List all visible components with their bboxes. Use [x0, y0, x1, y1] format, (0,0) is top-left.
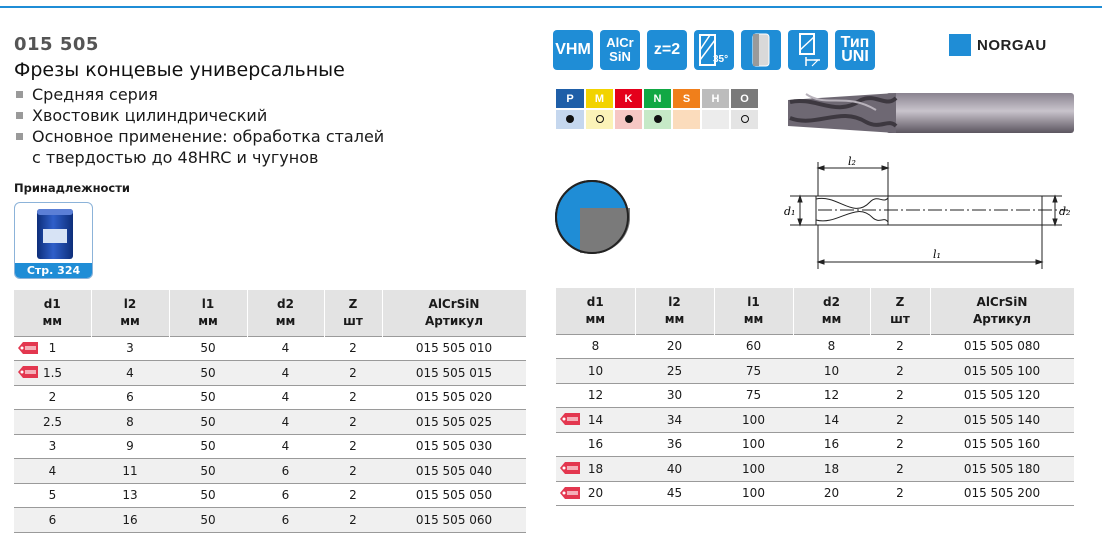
table-cell: 015 505 020	[382, 385, 526, 410]
table-cell: 015 505 140	[930, 408, 1074, 433]
table-cell: 015 505 030	[382, 434, 526, 459]
table-cell: 3	[91, 336, 169, 361]
filled-dot-icon	[566, 115, 574, 123]
table-row	[556, 359, 1074, 384]
table-cell: 015 505 050	[382, 483, 526, 508]
table-cell: 2	[324, 459, 382, 484]
new-item-tag-icon	[17, 365, 39, 379]
table-cell: 2.5	[14, 410, 91, 435]
sizes-table-left	[14, 290, 527, 533]
feature-item: Хвостовик цилиндрический	[14, 105, 384, 126]
material-applicability-k	[614, 109, 643, 129]
table-cell: 34	[635, 408, 714, 433]
table-cell: 1.5	[14, 361, 91, 386]
table-cell: 4	[247, 361, 324, 386]
table-cell: 16	[91, 508, 169, 533]
table-cell: 11	[91, 459, 169, 484]
table-cell: 015 505 060	[382, 508, 526, 533]
column-header: d2 мм	[793, 288, 870, 334]
table-cell: 4	[247, 385, 324, 410]
feature-list	[14, 84, 384, 168]
sizes-table-right	[556, 288, 1075, 506]
table-cell: 2	[324, 508, 382, 533]
table-cell: 4	[247, 434, 324, 459]
l1-label: l₁	[933, 248, 941, 261]
table-cell: 4	[247, 410, 324, 435]
filled-dot-icon	[654, 115, 662, 123]
tool-type-icon: Тип UNI	[835, 30, 875, 70]
table-row	[556, 481, 1074, 506]
table-cell: 2	[324, 361, 382, 386]
table-cell: 20	[793, 481, 870, 506]
table-cell: 75	[714, 383, 793, 408]
helix-angle-icon: 35°	[694, 30, 734, 70]
table-cell: 50	[169, 434, 247, 459]
table-cell: 18	[556, 457, 635, 482]
table-cell: 6	[247, 508, 324, 533]
new-item-tag-icon	[559, 461, 581, 475]
table-cell: 2	[324, 385, 382, 410]
material-applicability-p	[556, 109, 585, 129]
property-icons	[553, 30, 875, 70]
table-cell: 18	[793, 457, 870, 482]
material-vhm-icon: VHM	[553, 30, 593, 70]
column-header: AlCrSiN Артикул	[930, 288, 1074, 334]
empty-dot-icon	[596, 115, 604, 123]
coating-icon: AlCr SiN	[600, 30, 640, 70]
material-applicability-s	[672, 109, 701, 129]
table-cell: 3	[14, 434, 91, 459]
column-header: l1 мм	[714, 288, 793, 334]
table-cell: 4	[247, 336, 324, 361]
table-cell: 4	[14, 459, 91, 484]
table-cell: 2	[324, 336, 382, 361]
table-cell: 6	[247, 459, 324, 484]
new-item-tag-icon	[559, 412, 581, 426]
table-cell: 2	[870, 457, 930, 482]
brand-logo	[949, 34, 1047, 56]
table-cell: 12	[793, 383, 870, 408]
table-cell: 50	[169, 410, 247, 435]
table-cell: 2	[870, 359, 930, 384]
material-applicability-m	[585, 109, 614, 129]
table-cell: 50	[169, 483, 247, 508]
new-item-tag-icon	[559, 486, 581, 500]
column-header: l2 мм	[91, 290, 169, 336]
d1-label: d₁	[784, 205, 796, 218]
table-cell: 14	[793, 408, 870, 433]
feature-item: с твердостью до 48HRC и чугунов	[32, 148, 319, 167]
cylindrical-shank-icon	[741, 30, 781, 70]
column-header: l1 мм	[169, 290, 247, 336]
table-cell: 8	[793, 334, 870, 359]
table-row	[14, 385, 526, 410]
d2-label: d₂	[1059, 205, 1071, 218]
material-applicability-n	[643, 109, 672, 129]
table-row	[14, 459, 526, 484]
material-group-o: O	[730, 89, 759, 109]
table-cell: 2	[870, 481, 930, 506]
table-row	[14, 434, 526, 459]
new-item-tag-icon	[17, 341, 39, 355]
table-row	[556, 457, 1074, 482]
cross-section-icon	[552, 180, 632, 260]
table-cell: 40	[635, 457, 714, 482]
center-cutting-icon	[788, 30, 828, 70]
table-cell: 50	[169, 508, 247, 533]
column-header: d2 мм	[247, 290, 324, 336]
brand-square-icon	[949, 34, 971, 56]
table-cell: 1	[14, 336, 91, 361]
material-applicability-h	[701, 109, 730, 129]
table-cell: 5	[14, 483, 91, 508]
end-mill-photo	[786, 88, 1076, 138]
column-header: d1 мм	[14, 290, 91, 336]
table-cell: 2	[14, 385, 91, 410]
table-cell: 8	[556, 334, 635, 359]
table-cell: 10	[793, 359, 870, 384]
table-cell: 50	[169, 336, 247, 361]
table-row	[14, 508, 526, 533]
table-cell: 6	[247, 483, 324, 508]
table-cell: 015 505 025	[382, 410, 526, 435]
table-cell: 2	[324, 410, 382, 435]
table-cell: 2	[870, 383, 930, 408]
product-code: 015 505	[14, 34, 99, 55]
technical-drawing	[778, 154, 1078, 279]
table-cell: 10	[556, 359, 635, 384]
column-header: AlCrSiN Артикул	[382, 290, 526, 336]
column-header: Z шт	[324, 290, 382, 336]
brand-name: NORGAU	[977, 36, 1047, 54]
table-cell: 16	[556, 432, 635, 457]
table-row	[556, 383, 1074, 408]
table-cell: 45	[635, 481, 714, 506]
table-cell: 75	[714, 359, 793, 384]
table-cell: 60	[714, 334, 793, 359]
table-row	[556, 432, 1074, 457]
table-cell: 50	[169, 385, 247, 410]
table-cell: 13	[91, 483, 169, 508]
material-group-s: S	[672, 89, 701, 109]
table-row	[556, 334, 1074, 359]
column-header: Z шт	[870, 288, 930, 334]
material-group-m: M	[585, 89, 614, 109]
table-cell: 14	[556, 408, 635, 433]
table-cell: 9	[91, 434, 169, 459]
table-cell: 30	[635, 383, 714, 408]
accessory-page-label: Стр. 324	[15, 263, 92, 278]
filled-dot-icon	[625, 115, 633, 123]
table-cell: 015 505 100	[930, 359, 1074, 384]
table-cell: 6	[91, 385, 169, 410]
table-cell: 015 505 010	[382, 336, 526, 361]
table-cell: 015 505 040	[382, 459, 526, 484]
table-cell: 2	[870, 408, 930, 433]
table-row	[14, 336, 526, 361]
feature-item: Основное применение: обработка сталей	[14, 126, 384, 147]
table-cell: 2	[324, 434, 382, 459]
table-row	[14, 410, 526, 435]
table-cell: 36	[635, 432, 714, 457]
page-title: Фрезы концевые универсальные	[14, 59, 345, 81]
top-divider-line	[0, 6, 1102, 8]
table-cell: 2	[870, 432, 930, 457]
table-cell: 8	[91, 410, 169, 435]
table-row	[14, 361, 526, 386]
table-cell: 16	[793, 432, 870, 457]
material-applicability-o	[730, 109, 759, 129]
l2-label: l₂	[848, 155, 856, 168]
table-cell: 100	[714, 432, 793, 457]
teeth-count-icon: z=2	[647, 30, 687, 70]
material-groups-table	[556, 89, 760, 129]
table-cell: 015 505 200	[930, 481, 1074, 506]
table-cell: 100	[714, 457, 793, 482]
table-cell: 100	[714, 481, 793, 506]
material-group-k: K	[614, 89, 643, 109]
material-group-p: P	[556, 89, 585, 109]
coolant-can-icon	[37, 209, 73, 259]
table-cell: 015 505 120	[930, 383, 1074, 408]
column-header: l2 мм	[635, 288, 714, 334]
table-cell: 015 505 015	[382, 361, 526, 386]
table-cell: 50	[169, 361, 247, 386]
table-row	[14, 483, 526, 508]
feature-item: Средняя серия	[14, 84, 384, 105]
table-cell: 2	[324, 483, 382, 508]
column-header: d1 мм	[556, 288, 635, 334]
table-cell: 25	[635, 359, 714, 384]
table-cell: 4	[91, 361, 169, 386]
table-cell: 015 505 080	[930, 334, 1074, 359]
table-cell: 20	[635, 334, 714, 359]
material-group-n: N	[643, 89, 672, 109]
empty-dot-icon	[741, 115, 749, 123]
table-cell: 20	[556, 481, 635, 506]
table-cell: 100	[714, 408, 793, 433]
table-row	[556, 408, 1074, 433]
accessory-card[interactable]	[14, 202, 93, 279]
accessories-heading: Принадлежности	[14, 181, 130, 195]
material-group-h: H	[701, 89, 730, 109]
table-cell: 6	[14, 508, 91, 533]
table-cell: 015 505 160	[930, 432, 1074, 457]
table-cell: 2	[870, 334, 930, 359]
table-cell: 015 505 180	[930, 457, 1074, 482]
table-cell: 12	[556, 383, 635, 408]
table-cell: 50	[169, 459, 247, 484]
